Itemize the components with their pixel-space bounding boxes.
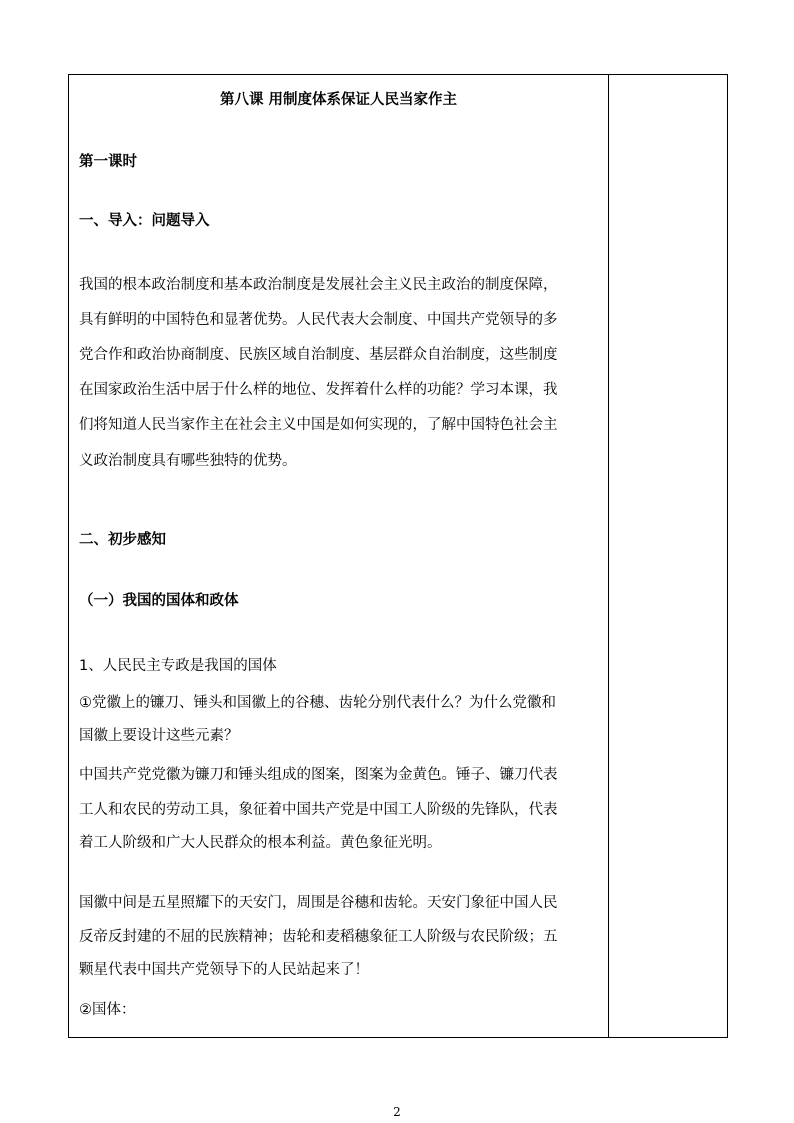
question-line: ①党徽上的镰刀、锤头和国徽上的谷穗、齿轮分别代表什么？为什么党徽和 [79, 695, 556, 711]
page-number: 2 [393, 1105, 401, 1119]
national-emblem-line: 国徽中间是五星照耀下的天安门，周围是谷穗和齿轮。天安门象征中国人民 [79, 895, 558, 911]
content-cell [69, 75, 608, 1037]
section-heading-intro: 一、导入：问题导入 [79, 213, 210, 229]
party-emblem-line: 着工人阶级和广大人民群众的根本利益。黄色象征光明。 [79, 835, 442, 851]
national-emblem-line: 颗星代表中国共产党领导下的人民站起来了！ [79, 962, 369, 978]
intro-line: 具有鲜明的中国特色和显著优势。人民代表大会制度、中国共产党领导的多 [79, 312, 558, 328]
point-heading: 1、人民民主专政是我国的国体 [79, 658, 277, 674]
lesson-period: 第一课时 [79, 154, 137, 170]
intro-line: 们将知道人民当家作主在社会主义中国是如何实现的，了解中国特色社会主 [79, 417, 558, 433]
intro-line: 党合作和政治协商制度、民族区域自治制度、基层群众自治制度，这些制度 [79, 347, 558, 363]
guoti-label: ②国体： [79, 1002, 136, 1018]
party-emblem-line: 中国共产党党徽为镰刀和锤头组成的图案，图案为金黄色。锤子、镰刀代表 [79, 767, 558, 783]
sub-heading: （一）我国的国体和政体 [79, 593, 239, 609]
national-emblem-line: 反帝反封建的不屈的民族精神；齿轮和麦稻穗象征工人阶级与农民阶级；五 [79, 929, 558, 945]
party-emblem-line: 工人和农民的劳动工具，象征着中国共产党是中国工人阶级的先锋队，代表 [79, 802, 558, 818]
lesson-title: 第八课 用制度体系保证人民当家作主 [219, 92, 458, 108]
intro-line: 我国的根本政治制度和基本政治制度是发展社会主义民主政治的制度保障， [79, 277, 558, 293]
question-line: 国徽上要设计这些元素？ [79, 728, 239, 744]
intro-line: 在国家政治生活中居于什么样的地位、发挥着什么样的功能？学习本课，我 [79, 382, 558, 398]
section-heading-perception: 二、初步感知 [79, 532, 166, 548]
intro-line: 义政治制度具有哪些独特的优势。 [79, 453, 297, 469]
table-frame [68, 74, 728, 1038]
column-divider [608, 75, 609, 1037]
